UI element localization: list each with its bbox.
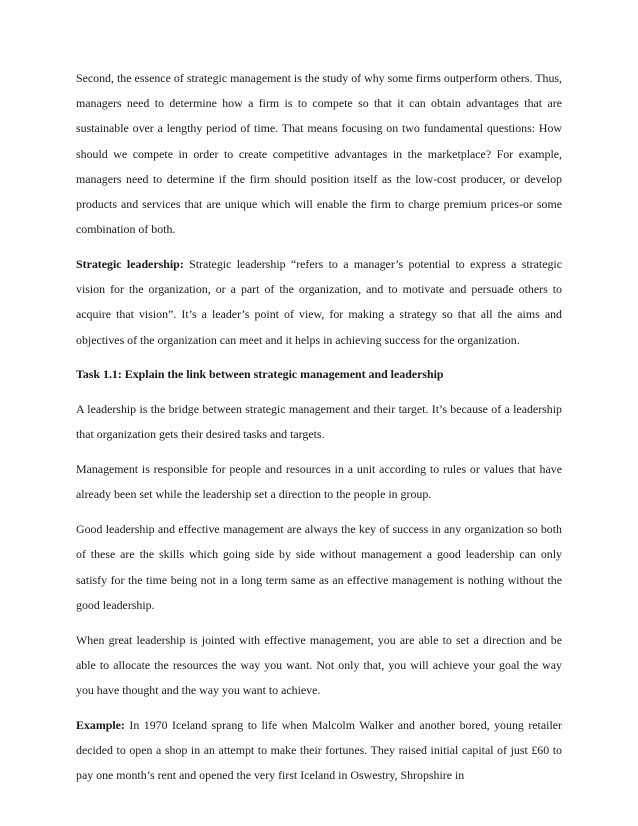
paragraph-text: Management is responsible for people and resources in a unit according to rules or values that have already been set while the leadership set a direction to the people in group. (76, 462, 562, 502)
paragraph-management-responsibility (76, 457, 562, 507)
paragraph-lead-term: Example: (76, 717, 125, 732)
paragraph-text: A leadership is the bridge between strategic management and their target. It’s because of a leadership that organization gets their desired tasks and targets. (76, 402, 562, 442)
paragraph-strategic-leadership (76, 252, 562, 353)
paragraph-strategic-management (76, 66, 562, 242)
section-heading: Task 1.1: Explain the link between strategic management and leadership (76, 367, 444, 382)
paragraph-text: In 1970 Iceland sprang to life when Malcolm Walker and another bored, young retailer decided to open a shop in an attempt to make their fortunes. They raised initial capital of just £60 to pay one month’s rent and opened the very first Iceland in Oswestry, Shropshire in (76, 717, 562, 783)
paragraph-good-leadership (76, 517, 562, 618)
paragraph-text: Good leadership and effective management are always the key of success in any organization so both of these are the skills which going side by side without management a good leadership can only satisfy for the time being not in a long term same as an effective management is nothing without the good leadership. (76, 522, 562, 612)
paragraph-lead-term: Strategic leadership: (76, 257, 184, 272)
paragraph-great-leadership (76, 628, 562, 704)
paragraph-example (76, 713, 562, 789)
document-page (76, 66, 562, 798)
paragraph-leadership-bridge (76, 397, 562, 447)
paragraph-text: Strategic leadership “refers to a manager’s potential to express a strategic vision for the organization, or a part of the organization, and to motivate and persuade others to acquire that vision”. It’s a leader’s point of view, for making a strategy so that all the aims and objectives of the organization can meet and it helps in achieving success for the organization. (76, 257, 562, 347)
paragraph-text: Second, the essence of strategic management is the study of why some firms outperform others. Thus, managers need to determine how a firm is to compete so that it can obtain advantages that are sustainable over a lengthy period of time. That means focusing on two fundamental questions: How should we compete in order to create competitive advantages in the marketplace? For example, managers need to determine if the firm should position itself as the low-cost producer, or develop products and services that are unique which will enable the firm to charge premium prices-or some combination of both. (76, 71, 562, 237)
paragraph-text: When great leadership is jointed with effective management, you are able to set a direction and be able to allocate the resources the way you want. Not only that, you will achieve your goal the way you have thought and the way you want to achieve. (76, 632, 562, 698)
